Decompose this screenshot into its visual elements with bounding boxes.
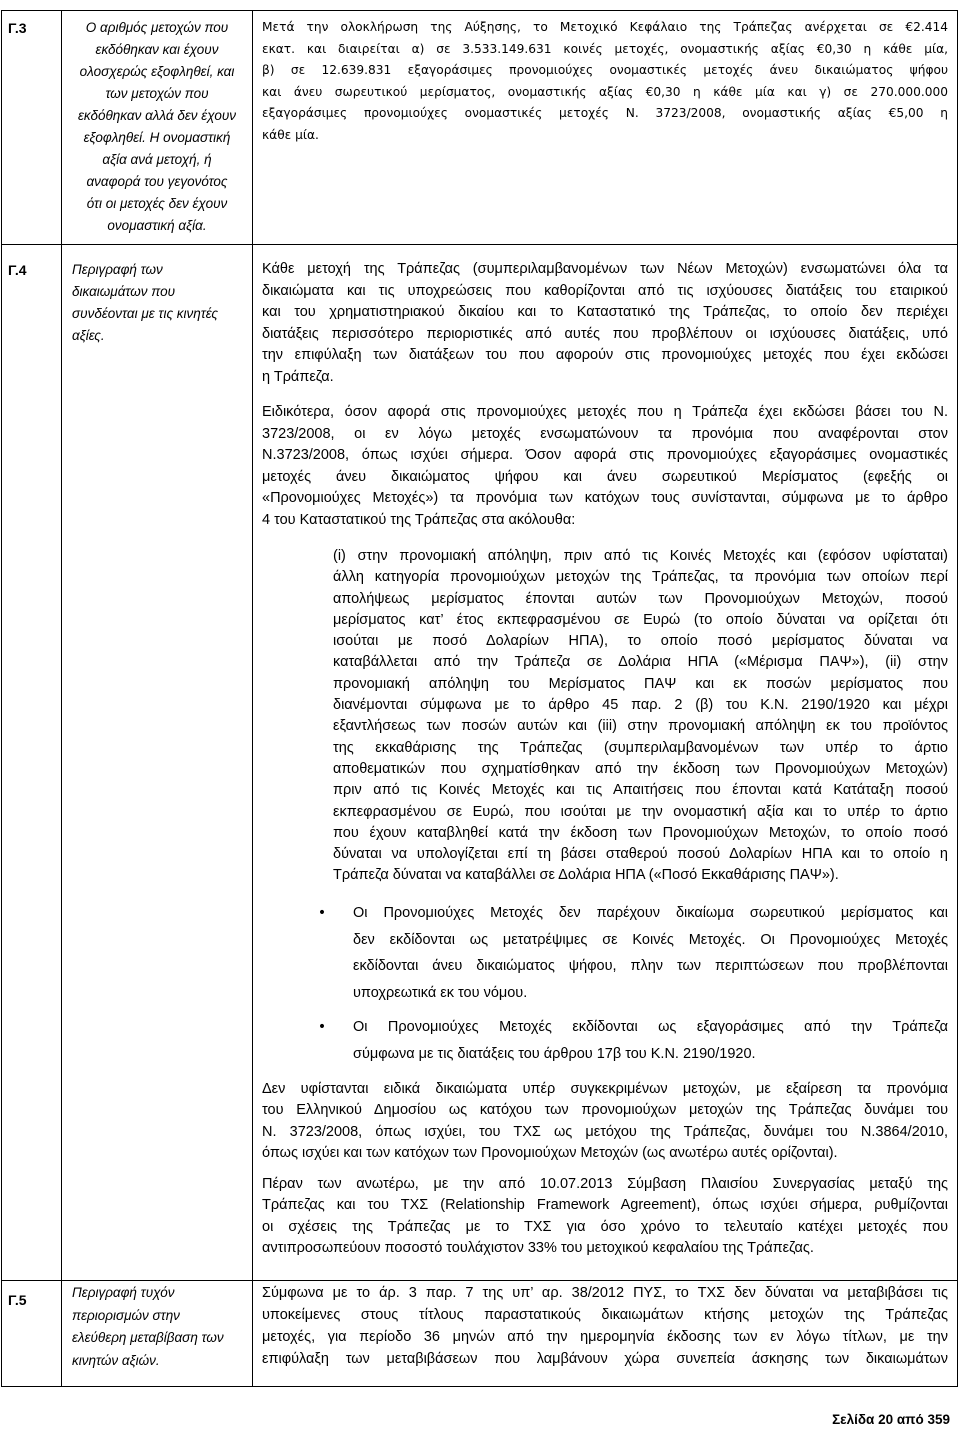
body-line: αποθεματικών που σχηματίσθηκαν από την έκδοση των Προνομιούχων Μετοχών): [333, 760, 948, 777]
body-line: Κάθε μετοχή της Τράπεζας (συμπεριλαμβανομένων των Νέων Μετοχών) ενσωματώνει όλα τα: [262, 261, 948, 277]
body-line: υποκείμενες στους τίτλους παραστατικούς δικαιωμάτων κτήσης μετοχών της Τράπεζας: [262, 1307, 948, 1323]
body-line: προνομιακή απόληψη του Μερίσματος ΠΑΨ και εκ ποσών μερίσματος που: [333, 675, 948, 692]
body-line: την επιφύλαξη των διατάξεων του που αφορούν στις προνομιούχες μετοχές που έχει εκδώσει: [262, 347, 948, 363]
section-description: [62, 17, 252, 237]
description-line: Ο αριθμός μετοχών που: [85, 20, 229, 35]
body-line: η Τράπεζα.: [262, 368, 334, 385]
rights-paragraph-1: [262, 259, 948, 388]
description-line: αξίες.: [72, 328, 105, 343]
rights-paragraph-2: [262, 402, 948, 531]
table-border-right: [957, 10, 958, 1386]
body-line: του Ελληνικού Δημοσίου ως κατόχου των προνομιούχων μετοχών της Τράπεζας δυνάμει του: [262, 1102, 948, 1119]
table-border-left: [1, 10, 2, 1386]
description-line: ελεύθερη μεταβίβαση των: [72, 1330, 224, 1345]
list-item-text: [353, 900, 948, 1006]
section-description: [62, 259, 252, 347]
table-border-bottom: [1, 1386, 958, 1387]
body-line: αντιπροσωπεύουν ποσοστό τουλάχιστον 33% του μετοχικού κεφαλαίου της Τράπεζας.: [262, 1239, 814, 1256]
bullet-icon: [315, 1014, 329, 1041]
description-line: Περιγραφή των: [72, 262, 163, 277]
description-line: εκδόθηκαν και έχουν: [95, 42, 219, 57]
body-line: (i) στην προνομιακή απόληψη, πριν από τις Κοινές Μετοχές και (εφόσον υφίσταται): [333, 548, 948, 564]
description-line: των μετοχών που: [105, 86, 209, 101]
body-line: πριν από τις Κοινές Μετοχές και τις Απαιτήσεις που έπονται κατά Κατάταξη ποσού: [333, 782, 948, 799]
body-line: 4 του Καταστατικού της Τράπεζας στα ακόλουθα:: [262, 511, 576, 528]
section-number: Γ.3: [8, 20, 27, 36]
description-line: δικαιωμάτων που: [72, 284, 176, 299]
body-line: οι σχέσεις της Τράπεζας με το ΤΧΣ για όσο χρόνο το τελευταίο κατέχει μετοχές που: [262, 1218, 948, 1235]
body-line: 3723/2008, οι εν λόγω μετοχές ενσωματώνουν τα προνόμια που αναφέρονται στον: [262, 425, 948, 442]
body-line: εξαγοράσιμες προνομιούχες ονομαστικές μετοχές Ν. 3723/2008, ονομαστικής αξίας €5,00 η: [262, 106, 948, 120]
body-line: διανέμονται σύμφωνα με το άρθρο 45 παρ. 2 (β) του Κ.Ν. 2190/1920 και μέχρι: [333, 697, 948, 714]
column-divider-description: [252, 10, 253, 1386]
row-divider-g4-g5: [1, 1280, 958, 1281]
table-border-top: [1, 10, 958, 11]
body-line: εκπεφρασμένου σε Ευρώ, που ισούται με την ονομαστική αξία και το υπέρ το άρτιο: [333, 803, 948, 820]
transfer-restrictions-paragraph: [262, 1282, 948, 1370]
special-rights-paragraph: [262, 1079, 948, 1164]
preferred-share-rights-paragraph: [333, 546, 948, 887]
list-item-text: [353, 1014, 948, 1067]
body-line: β) σε 12.639.831 εξαγοράσιμες προνομιούχες ονομαστικές μετοχές άνευ δικαιώματος ψήφου: [262, 63, 948, 77]
description-line: ονομαστική αξία.: [107, 218, 207, 233]
description-line: Περιγραφή τυχόν: [72, 1285, 175, 1300]
section-description: [62, 1282, 252, 1372]
body-line: Ν.3723/2008, όπως ισχύει σήμερα. Όσον αφορά στις προνομιούχες εξαγοράσιμες ονομαστικές: [262, 447, 948, 463]
description-line: κινητών αξιών.: [72, 1352, 160, 1368]
body-line: Οι Προνομιούχες Μετοχές εκδίδονται ως εξαγοράσιμες από την Τράπεζα: [353, 1019, 948, 1035]
page-number: Σελίδα 20 από 359: [832, 1412, 950, 1427]
body-line: δικαιώματα και τις υποχρεώσεις που καθορίζονται από τις ισχύουσες διατάξεις του εταιρικού: [262, 282, 948, 299]
body-line: Ν. 3723/2008, όπως ισχύει, του ΤΧΣ ως μετόχου της Τράπεζας, δυνάμει του Ν.3864/2010,: [262, 1123, 948, 1140]
body-line: και του χρηματιστηριακού δικαίου και το Καταστατικό της Τράπεζας, το οποίο δεν περιέχει: [262, 304, 948, 320]
body-line: που έχουν καταβληθεί κατά την έκδοση των Προνομιούχων Μετοχών, το οποίο ποσό: [333, 824, 948, 841]
body-line: καταβάλλεται από την Τράπεζα σε Δολάρια ΗΠΑ («Μέρισμα ΠΑΨ»), (ii) στην: [333, 654, 948, 671]
body-line: εξαντλήσεως των ποσών αυτών και (iii) στην προνομιακή απόληψη εκ του προϊόντος: [333, 718, 948, 735]
body-line: απολήψεως μερίσματος έπονται αυτών των Προνομιούχων Μετοχών, ποσού: [333, 590, 948, 607]
section-number: Γ.5: [8, 1292, 27, 1308]
body-line: και άνευ σωρευτικού μερίσματος, ονομαστικής αξίας €0,30 η κάθε μία και γ) σε 270.000.000: [262, 84, 948, 99]
framework-agreement-paragraph: [262, 1174, 948, 1259]
body-line: Πέραν των ανωτέρω, με την από 10.07.2013 Σύμβαση Πλαισίου Συνεργασίας μεταξύ της: [262, 1176, 948, 1192]
body-line: διατάξεις περισσότερο περιοριστικές από αυτές που προβλέπουν οι ισχύουσες διατάξεις, υπό: [262, 325, 948, 342]
bullet-icon: [315, 900, 329, 927]
body-line: υποχρεωτικά εκ του νόμου.: [353, 984, 528, 1001]
body-line: άλλη κατηγορία προνομιούχων μετοχών της Τράπεζας, τα προνόμια των οποίων περί: [333, 569, 948, 586]
description-line: περιορισμών στην: [72, 1307, 180, 1323]
body-line: Σύμφωνα με το άρ. 3 παρ. 7 της υπ’ αρ. 38/2012 ΠΥΣ, το ΤΧΣ δεν δύναται να μεταβιβάσει τις: [262, 1285, 948, 1301]
body-line: μετοχές, για περίοδο 36 μηνών από την ημερομηνία έκδοσης των εν λόγω τίτλων, με την: [262, 1329, 948, 1345]
description-line: συνδέονται με τις κινητές: [72, 306, 218, 321]
body-line: Τράπεζα δύναται να καταβάλλει σε Δολάρια ΗΠΑ («Ποσό Εκκαθάρισης ΠΑΨ»).: [333, 867, 839, 884]
body-line: μερίσματος κατ’ έτος εκπεφρασμένου σε Ευρώ (το οποίο δύναται να ορίζεται ότι: [333, 611, 948, 628]
body-line: κάθε μία.: [262, 127, 319, 142]
row-divider-g3-g4: [1, 244, 958, 245]
body-line: επιφύλαξη των μεταβιβάσεων που λαμβάνουν χώρα συνεπεία άσκησης των δικαιωμάτων: [262, 1351, 948, 1367]
body-line: Μετά την ολοκλήρωση της Αύξησης, το Μετοχικό Κεφάλαιο της Τράπεζας ανέρχεται σε €2.414: [262, 20, 948, 34]
body-line: Δεν υφίστανται ειδικά δικαιώματα υπέρ συγκεκριμένων μετοχών, με εξαίρεση τα προνόμια: [262, 1081, 948, 1097]
body-line: Ειδικότερα, όσον αφορά στις προνομιούχες μετοχές που η Τράπεζα έχει εκδώσει βάσει του Ν.: [262, 404, 948, 420]
description-line: αξία ανά μετοχή, ή: [102, 152, 212, 167]
body-line: μετοχές άνευ δικαιώματος ψήφου και άνευ σωρευτικού Μερίσματος (εφεξής οι: [262, 468, 948, 485]
body-line: εκατ. και διαιρείται α) σε 3.533.149.631 κοινές μετοχές, ονομαστικής αξίας €0,30 η κάθε μία,: [262, 41, 948, 56]
share-capital-paragraph: [262, 17, 948, 146]
body-line: ισούται με ποσό Δολαρίων ΗΠΑ), το οποίο ποσό μερίσματος δύναται να: [333, 633, 948, 650]
body-line: Τράπεζας και του ΤΧΣ (Relationship Framework Agreement), όπως ισχύει σήμερα, ρυθμίζονται: [262, 1197, 948, 1214]
description-line: εκδόθηκαν αλλά δεν έχουν: [77, 108, 237, 123]
description-line: εξοφληθεί. Η ονομαστική: [83, 130, 231, 145]
section-number: Γ.4: [8, 262, 27, 278]
body-line: Οι Προνομιούχες Μετοχές δεν παρέχουν δικαίωμα σωρευτικού μερίσματος και: [353, 905, 948, 921]
body-line: εκδίδονται άνευ δικαιώματος ψήφου, πλην των περιπτώσεων που προβλέπονται: [353, 958, 948, 975]
description-line: αναφορά του γεγονότος: [86, 174, 228, 189]
body-line: «Προνομιούχες Μετοχές») τα προνόμια των κατόχων τους συνίστανται, σύμφωνα με το άρθρο: [262, 490, 948, 506]
body-line: δεν εκδίδονται ως μετατρέψιμες σε Κοινές Μετοχές. Οι Προνομιούχες Μετοχές: [353, 931, 948, 948]
body-line: της εκκαθάρισης της Τράπεζας (συμπεριλαμβανομένων των υπέρ το άρτιο: [333, 739, 948, 756]
body-line: όπως ισχύει και των κατόχων των Προνομιούχων Μετοχών (ως ανωτέρω αυτές ορίζονται).: [262, 1144, 838, 1161]
description-line: ότι οι μετοχές δεν έχουν: [86, 196, 228, 211]
body-line: σύμφωνα με τις διατάξεις του άρθρου 17β του Κ.Ν. 2190/1920.: [353, 1045, 756, 1062]
description-line: ολοσχερώς εξοφληθεί, και: [79, 64, 235, 79]
body-line: δύναται να υπολογίζεται επί τη βάσει σταθερού ποσού Δολαρίων ΗΠΑ και το οποίο η: [333, 846, 948, 863]
